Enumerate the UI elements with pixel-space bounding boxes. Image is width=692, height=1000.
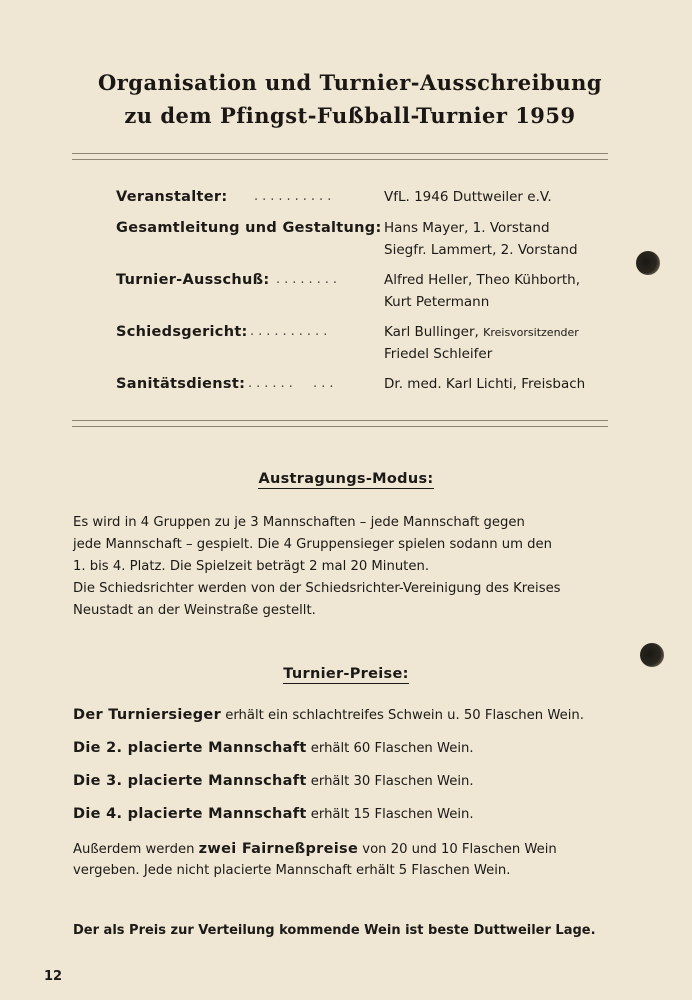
prize-item-3: Die 3. placierte Mannschaft erhält 30 Flaschen Wein. xyxy=(73,773,474,789)
org-value-veranstalter: VfL. 1946 Duttweiler e.V. xyxy=(384,189,552,205)
org-value-sanitaetsdienst: Dr. med. Karl Lichti, Freisbach xyxy=(384,376,586,392)
org-value-turnier-ausschuss-1: Alfred Heller, Theo Kühborth, xyxy=(384,272,581,288)
punch-hole xyxy=(640,643,664,667)
modus-line: 1. bis 4. Platz. Die Spielzeit beträgt 2 mal 20 Minuten. xyxy=(73,559,430,574)
page-number: 12 xyxy=(44,969,63,984)
divider-top xyxy=(72,153,608,160)
modus-line: Neustadt an der Weinstraße gestellt. xyxy=(73,603,316,618)
org-label-gesamtleitung: Gesamtleitung und Gestaltung: xyxy=(116,220,382,236)
org-value-turnier-ausschuss-2: Kurt Petermann xyxy=(384,294,490,310)
modus-line: Die Schiedsrichter werden von der Schiedsrichter-Vereinigung des Kreises xyxy=(73,581,561,596)
modus-line: Es wird in 4 Gruppen zu je 3 Mannschaften – jede Mannschaft gegen xyxy=(73,515,525,530)
divider-middle xyxy=(72,420,608,427)
org-value-gesamtleitung-1: Hans Mayer, 1. Vorstand xyxy=(384,220,550,236)
fair-play-line-1: Außerdem werden zwei Fairneßpreise von 20 und 10 Flaschen Wein xyxy=(73,841,557,857)
modus-line: jede Mannschaft – gespielt. Die 4 Gruppensieger spielen sodann um den xyxy=(73,537,553,552)
leader-dots: ........ xyxy=(276,272,342,287)
org-label-turnier-ausschuss: Turnier-Ausschuß: xyxy=(116,272,270,288)
prize-item-1: Der Turniersieger erhält ein schlachtreifes Schwein u. 50 Flaschen Wein. xyxy=(73,707,584,723)
modus-paragraph xyxy=(73,512,613,622)
leader-dots: ...... ... xyxy=(248,376,338,391)
org-label-schiedsgericht: Schiedsgericht: xyxy=(116,324,248,340)
punch-hole xyxy=(636,251,660,275)
org-note-kreisvorsitzender: Kreisvorsitzender xyxy=(483,326,579,339)
wine-note: Der als Preis zur Verteilung kommende Wein ist beste Duttweiler Lage. xyxy=(73,923,596,938)
preise-heading: Turnier-Preise: xyxy=(283,666,409,682)
modus-heading: Austragungs-Modus: xyxy=(258,471,434,487)
org-value-schiedsgericht-2: Friedel Schleifer xyxy=(384,346,493,362)
leader-dots: .......... xyxy=(254,189,336,204)
fair-play-line-2: vergeben. Jede nicht placierte Mannschaft erhält 5 Flaschen Wein. xyxy=(73,863,511,878)
page-title-line-2: zu dem Pfingst-Fußball-Turnier 1959 xyxy=(124,103,576,128)
page-title-line-1: Organisation und Turnier-Ausschreibung xyxy=(97,70,603,95)
prize-item-2: Die 2. placierte Mannschaft erhält 60 Flaschen Wein. xyxy=(73,740,474,756)
org-label-veranstalter: Veranstalter: xyxy=(116,189,228,205)
org-value-schiedsgericht-1: Karl Bullinger, xyxy=(384,324,479,340)
org-value-gesamtleitung-2: Siegfr. Lammert, 2. Vorstand xyxy=(384,242,578,258)
org-label-sanitaetsdienst: Sanitätsdienst: xyxy=(116,376,246,392)
leader-dots: .......... xyxy=(250,324,332,339)
prize-item-4: Die 4. placierte Mannschaft erhält 15 Flaschen Wein. xyxy=(73,806,474,822)
